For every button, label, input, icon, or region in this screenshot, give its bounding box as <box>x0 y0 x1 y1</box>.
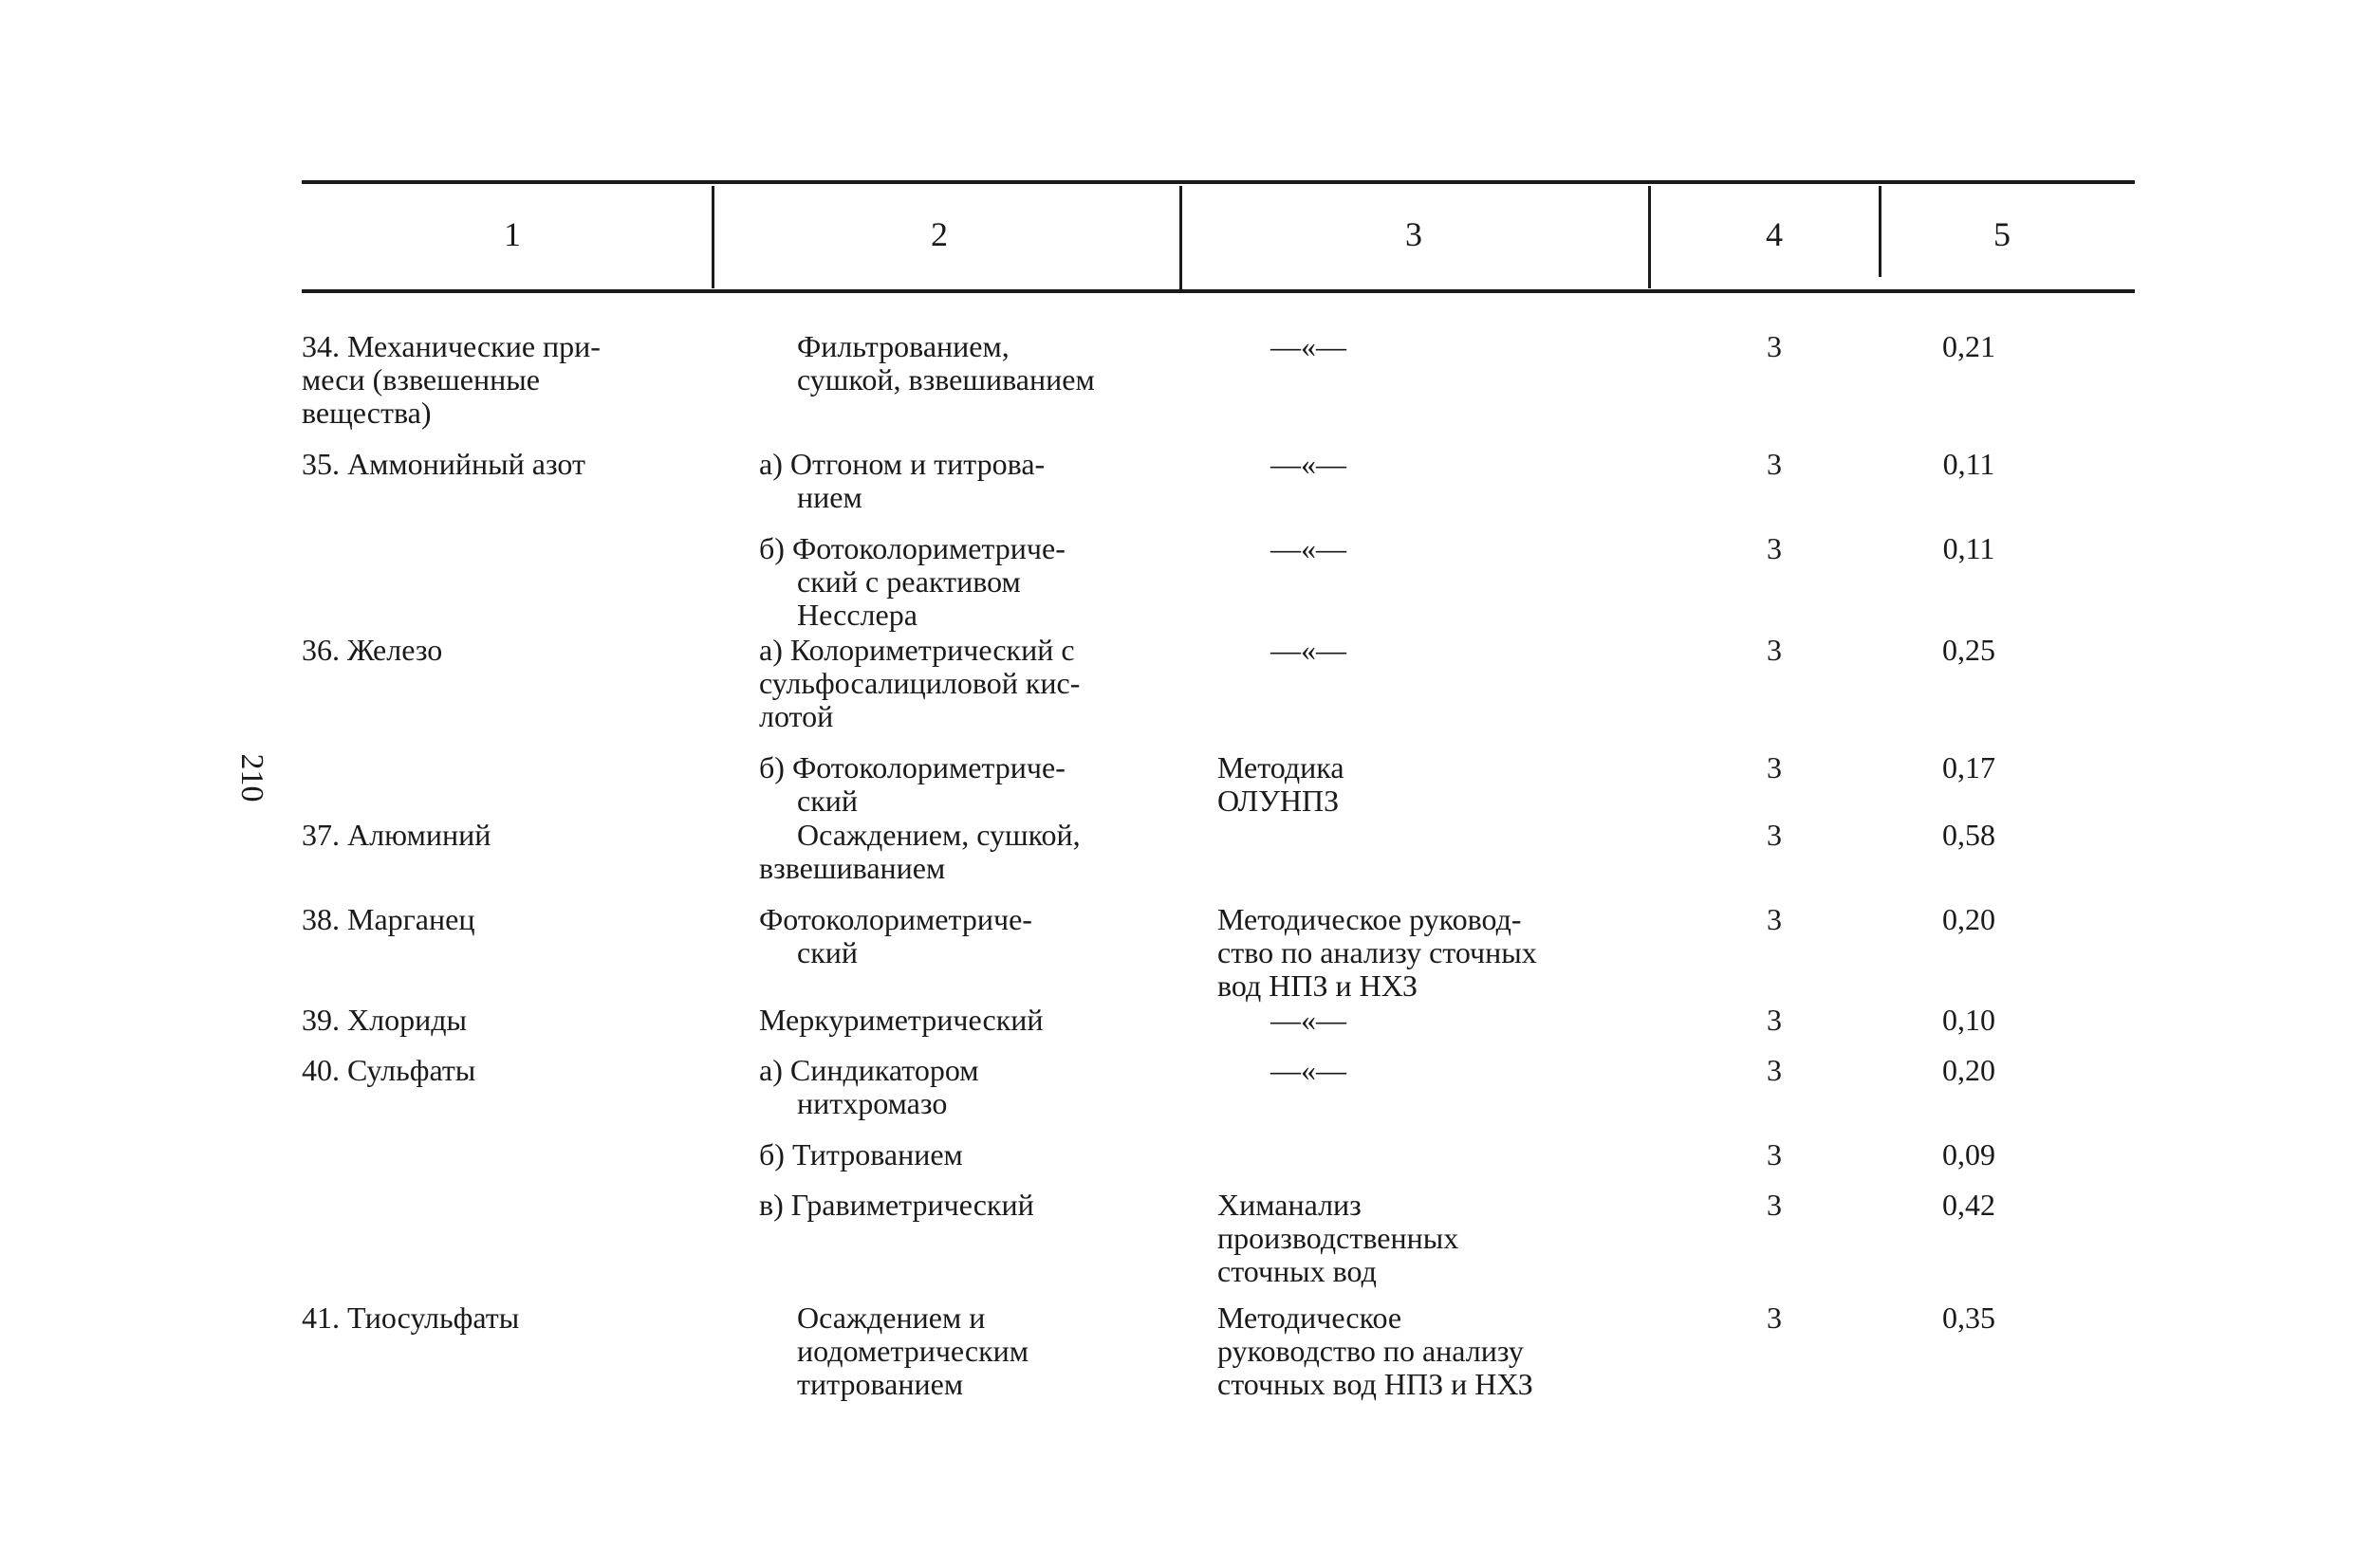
row-col4: 3 <box>1767 531 1782 565</box>
row-name: 40. Сульфаты <box>302 1053 476 1087</box>
row-method: б) Фотоколориметриче- ский <box>759 750 1066 818</box>
header-col-3: 3 <box>1405 215 1422 253</box>
header-col-5: 5 <box>1993 215 2011 253</box>
row-col4: 3 <box>1767 1137 1782 1171</box>
header-col-4: 4 <box>1766 215 1783 253</box>
row-col4: 3 <box>1767 902 1782 936</box>
table-header-rule <box>302 289 2135 293</box>
header-col-1: 1 <box>504 215 521 253</box>
row-name: 41. Тиосульфаты <box>302 1301 520 1335</box>
row-reference: Методическое руководство по анализу сточных вод НПЗ и НХЗ <box>1217 1301 1533 1401</box>
row-col4: 3 <box>1767 1003 1782 1037</box>
column-divider <box>1879 186 1881 277</box>
row-name: 35. Аммонийный азот <box>302 447 585 481</box>
row-col5: 0,11 <box>1942 531 1995 565</box>
row-col4: 3 <box>1767 1301 1782 1335</box>
row-col5: 0,20 <box>1942 1053 1995 1087</box>
row-name: 36. Железо <box>302 633 443 667</box>
row-reference: —«— <box>1217 1053 1346 1087</box>
row-col4: 3 <box>1767 447 1782 481</box>
row-reference: Химанализ производственных сточных вод <box>1217 1188 1459 1288</box>
row-col5: 0,10 <box>1942 1003 1995 1037</box>
page-number: 210 <box>234 753 269 802</box>
row-col5: 0,35 <box>1942 1301 1995 1335</box>
row-col5: 0,09 <box>1942 1137 1995 1171</box>
row-col5: 0,21 <box>1942 329 1995 363</box>
column-divider <box>712 186 714 288</box>
row-col4: 3 <box>1767 329 1782 363</box>
column-divider <box>1648 186 1651 288</box>
row-col5: 0,11 <box>1942 447 1995 481</box>
row-method: в) Гравиметрический <box>759 1188 1034 1222</box>
row-reference: —«— <box>1217 1003 1346 1037</box>
row-reference: —«— <box>1217 447 1346 481</box>
row-method: Меркуриметрический <box>759 1003 1044 1037</box>
row-name: 34. Механические при- меси (взвешенные вещества) <box>302 329 601 430</box>
row-reference: Методическое руковод- ство по анализу сточных вод НПЗ и НХЗ <box>1217 902 1537 1003</box>
row-method: а) Отгоном и титрова- нием <box>759 447 1046 514</box>
row-col4: 3 <box>1767 818 1782 852</box>
row-method: Фотоколориметриче- ский <box>759 902 1032 969</box>
table-top-rule <box>302 180 2135 184</box>
row-method: Осаждением и иодометрическим титрованием <box>797 1301 1029 1401</box>
row-name: 37. Алюминий <box>302 818 491 852</box>
row-method: б) Титрованием <box>759 1137 963 1171</box>
row-method: Фильтрованием, сушкой, взвешиванием <box>797 329 1095 397</box>
row-name: 38. Марганец <box>302 902 475 936</box>
row-method: б) Фотоколориметриче- ский с реактивом Несслера <box>759 531 1066 632</box>
row-col4: 3 <box>1767 1188 1782 1222</box>
row-reference: —«— <box>1217 531 1346 565</box>
row-name: 39. Хлориды <box>302 1003 467 1037</box>
row-reference: —«— <box>1217 633 1346 667</box>
header-col-2: 2 <box>931 215 948 253</box>
row-col5: 0,25 <box>1942 633 1995 667</box>
row-method: а) Колориметрический с сульфосалициловой кис- лотой <box>759 633 1081 733</box>
row-col4: 3 <box>1767 633 1782 667</box>
row-reference: Методика ОЛУНПЗ <box>1217 750 1344 818</box>
row-col4: 3 <box>1767 1053 1782 1087</box>
row-col5: 0,20 <box>1942 902 1995 936</box>
row-col5: 0,42 <box>1942 1188 1995 1222</box>
row-reference: —«— <box>1217 329 1346 363</box>
column-divider <box>1179 186 1182 290</box>
row-method: Осаждением, сушкой, взвешиванием <box>759 818 1081 885</box>
row-col5: 0,58 <box>1942 818 1995 852</box>
row-col4: 3 <box>1767 750 1782 784</box>
row-method: а) Синдикатором нитхромазо <box>759 1053 979 1120</box>
row-col5: 0,17 <box>1942 750 1995 784</box>
